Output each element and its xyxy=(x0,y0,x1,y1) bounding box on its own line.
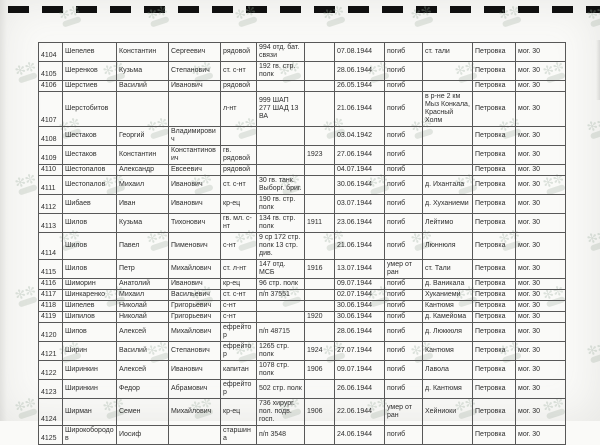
id-cell: 4116 xyxy=(39,279,63,290)
id-cell: 4120 xyxy=(39,323,63,342)
rank-cell: рядовой xyxy=(221,81,257,92)
patronymic-cell: Михайлович xyxy=(169,323,221,342)
surname-cell: Шипелев xyxy=(63,301,117,312)
rank-cell: ст. с-нт xyxy=(221,176,257,195)
status-cell: погиб xyxy=(385,279,423,290)
id-cell: 4105 xyxy=(39,62,63,81)
rank-cell: ст. с-нт xyxy=(221,290,257,301)
status-cell: погиб xyxy=(385,165,423,176)
patronymic-cell: Иванович xyxy=(169,195,221,214)
birth-year-cell: 1906 xyxy=(305,399,335,426)
status-cell: погиб xyxy=(385,176,423,195)
photo-edge-shadow-left xyxy=(0,0,7,421)
rank-cell: рядовой xyxy=(221,165,257,176)
id-cell: 4109 xyxy=(39,146,63,165)
death-place-cell xyxy=(423,146,473,165)
id-cell: 4106 xyxy=(39,81,63,92)
death-place-cell xyxy=(423,81,473,92)
grave-cell: мог. 30 xyxy=(516,176,566,195)
grave-cell: мог. 30 xyxy=(516,214,566,233)
table-row xyxy=(39,214,566,233)
first-name-cell: Василий xyxy=(117,81,169,92)
death-date-cell: 30.06.1944 xyxy=(335,176,385,195)
death-date-cell: 03.04.1942 xyxy=(335,127,385,146)
burial-place-cell: Петровка xyxy=(473,214,516,233)
surname-cell: Шеренков xyxy=(63,62,117,81)
unit-cell: 192 гв. стр. полк xyxy=(257,62,305,81)
surname-cell: Шилов xyxy=(63,214,117,233)
first-name-cell: Петр xyxy=(117,260,169,279)
patronymic-cell: Абрамович xyxy=(169,380,221,399)
id-cell: 4124 xyxy=(39,399,63,426)
table-row xyxy=(39,323,566,342)
surname-cell: Шинкаренко xyxy=(63,290,117,301)
death-place-cell xyxy=(423,127,473,146)
rank-cell: с-нт xyxy=(221,233,257,260)
status-cell: погиб xyxy=(385,127,423,146)
rank-cell: ефрейтор xyxy=(221,323,257,342)
birth-year-cell xyxy=(305,43,335,62)
birth-year-cell xyxy=(305,92,335,127)
patronymic-cell: Иванович xyxy=(169,279,221,290)
watermark xyxy=(583,341,600,374)
unit-cell: 736 хирург. пол. подв. госп. xyxy=(257,399,305,426)
surname-cell: Шиморин xyxy=(63,279,117,290)
unit-cell xyxy=(257,146,305,165)
first-name-cell: Федор xyxy=(117,380,169,399)
grave-cell: мог. 30 xyxy=(516,323,566,342)
death-place-cell: Лейтимо xyxy=(423,214,473,233)
perforation-dashes xyxy=(8,6,600,13)
id-cell: 4104 xyxy=(39,43,63,62)
burial-place-cell: Петровка xyxy=(473,43,516,62)
unit-cell xyxy=(257,165,305,176)
unit-cell: 999 ШАП 277 ШАД 13 ВА xyxy=(257,92,305,127)
death-date-cell: 27.06.1944 xyxy=(335,146,385,165)
birth-year-cell xyxy=(305,62,335,81)
death-date-cell: 23.06.1944 xyxy=(335,214,385,233)
surname-cell: Шилов xyxy=(63,260,117,279)
rank-cell xyxy=(221,127,257,146)
death-date-cell: 21.06.1944 xyxy=(335,92,385,127)
unit-cell: 147 отд. МСБ xyxy=(257,260,305,279)
unit-cell: 502 стр. полк xyxy=(257,380,305,399)
birth-year-cell: 1924 xyxy=(305,342,335,361)
death-place-cell: д. Люккюля xyxy=(423,323,473,342)
first-name-cell: Павел xyxy=(117,233,169,260)
table-row xyxy=(39,279,566,290)
birth-year-cell xyxy=(305,279,335,290)
death-date-cell: 28.06.1944 xyxy=(335,323,385,342)
table-row xyxy=(39,301,566,312)
death-date-cell: 30.06.1944 xyxy=(335,312,385,323)
death-date-cell: 02.07.1944 xyxy=(335,290,385,301)
table-row xyxy=(39,92,566,127)
patronymic-cell: Константинович xyxy=(169,146,221,165)
id-cell: 4114 xyxy=(39,233,63,260)
birth-year-cell xyxy=(305,195,335,214)
patronymic-cell xyxy=(169,92,221,127)
burial-place-cell: Петровка xyxy=(473,233,516,260)
birth-year-cell: 1916 xyxy=(305,260,335,279)
id-cell: 4123 xyxy=(39,380,63,399)
surname-cell: Шибаев xyxy=(63,195,117,214)
birth-year-cell xyxy=(305,165,335,176)
rank-cell: гв. мл. с-нт xyxy=(221,214,257,233)
burial-place-cell: Петровка xyxy=(473,165,516,176)
patronymic-cell: Иванович xyxy=(169,176,221,195)
birth-year-cell xyxy=(305,301,335,312)
grave-cell: мог. 30 xyxy=(516,43,566,62)
death-date-cell: 03.07.1944 xyxy=(335,195,385,214)
birth-year-cell xyxy=(305,127,335,146)
table-row xyxy=(39,127,566,146)
first-name-cell: Анатолий xyxy=(117,279,169,290)
patronymic-cell: Григорьевич xyxy=(169,301,221,312)
death-place-cell xyxy=(423,165,473,176)
death-date-cell: 30.06.1944 xyxy=(335,301,385,312)
grave-cell: мог. 30 xyxy=(516,195,566,214)
status-cell: погиб xyxy=(385,323,423,342)
grave-cell: мог. 30 xyxy=(516,301,566,312)
surname-cell: Ширинкин xyxy=(63,361,117,380)
death-place-cell xyxy=(423,426,473,445)
status-cell: погиб xyxy=(385,146,423,165)
status-cell: погиб xyxy=(385,195,423,214)
patronymic-cell: Пименович xyxy=(169,233,221,260)
status-cell: погиб xyxy=(385,301,423,312)
surname-cell: Шестопалов xyxy=(63,165,117,176)
burial-place-cell: Петровка xyxy=(473,312,516,323)
id-cell: 4113 xyxy=(39,214,63,233)
patronymic-cell: Михайлович xyxy=(169,399,221,426)
death-place-cell: Лавола xyxy=(423,361,473,380)
surname-cell: Широкобородов xyxy=(63,426,117,445)
table-row xyxy=(39,290,566,301)
status-cell: погиб xyxy=(385,43,423,62)
death-place-cell: Хуканиеми xyxy=(423,290,473,301)
first-name-cell xyxy=(117,92,169,127)
death-date-cell: 21.06.1944 xyxy=(335,233,385,260)
burial-place-cell: Петровка xyxy=(473,361,516,380)
death-place-cell: д. Ваникала xyxy=(423,279,473,290)
death-date-cell: 09.07.1944 xyxy=(335,279,385,290)
death-place-cell: д. Кантюмя xyxy=(423,380,473,399)
id-cell: 4107 xyxy=(39,92,63,127)
rank-cell: л-нт xyxy=(221,92,257,127)
grave-cell: мог. 30 xyxy=(516,342,566,361)
surname-cell: Шерстиев xyxy=(63,81,117,92)
id-cell: 4121 xyxy=(39,342,63,361)
birth-year-cell: 1923 xyxy=(305,146,335,165)
death-date-cell: 07.08.1944 xyxy=(335,43,385,62)
death-place-cell: ст. Тали xyxy=(423,260,473,279)
first-name-cell: Иосиф xyxy=(117,426,169,445)
table-row xyxy=(39,233,566,260)
surname-cell: Шипов xyxy=(63,323,117,342)
first-name-cell: Константин xyxy=(117,43,169,62)
rank-cell: ст. с-нт xyxy=(221,62,257,81)
unit-cell: 9 ср 172 стр. полк 13 стр. див. xyxy=(257,233,305,260)
unit-cell: 134 гв. стр. полк xyxy=(257,214,305,233)
patronymic-cell: Евсеевич xyxy=(169,165,221,176)
status-cell: погиб xyxy=(385,380,423,399)
photo-edge-shadow-right xyxy=(596,40,600,100)
table-row xyxy=(39,81,566,92)
birth-year-cell xyxy=(305,323,335,342)
patronymic-cell: Сергеевич xyxy=(169,43,221,62)
death-date-cell: 22.06.1944 xyxy=(335,399,385,426)
table-row xyxy=(39,62,566,81)
status-cell: погиб xyxy=(385,290,423,301)
id-cell: 4118 xyxy=(39,301,63,312)
status-cell: погиб xyxy=(385,312,423,323)
birth-year-cell xyxy=(305,290,335,301)
death-place-cell: Хейниоки xyxy=(423,399,473,426)
burial-place-cell: Петровка xyxy=(473,176,516,195)
first-name-cell: Иван xyxy=(117,195,169,214)
burial-place-cell: Петровка xyxy=(473,195,516,214)
burial-place-cell: Петровка xyxy=(473,279,516,290)
status-cell: погиб xyxy=(385,342,423,361)
id-cell: 4108 xyxy=(39,127,63,146)
unit-cell xyxy=(257,81,305,92)
burial-place-cell: Петровка xyxy=(473,323,516,342)
patronymic-cell: Григорьевич xyxy=(169,312,221,323)
id-cell: 4125 xyxy=(39,426,63,445)
unit-cell: п/п 37551 xyxy=(257,290,305,301)
table-row xyxy=(39,176,566,195)
burial-place-cell: Петровка xyxy=(473,92,516,127)
unit-cell: 1265 стр. полк xyxy=(257,342,305,361)
surname-cell: Ширинкин xyxy=(63,380,117,399)
unit-cell xyxy=(257,301,305,312)
unit-cell: 994 отд. бат. связи xyxy=(257,43,305,62)
unit-cell: 96 стр. полк xyxy=(257,279,305,290)
birth-year-cell xyxy=(305,380,335,399)
grave-cell: мог. 30 xyxy=(516,62,566,81)
death-date-cell: 26.06.1944 xyxy=(335,380,385,399)
grave-cell: мог. 30 xyxy=(516,279,566,290)
burial-place-cell: Петровка xyxy=(473,81,516,92)
first-name-cell: Семен xyxy=(117,399,169,426)
table-row xyxy=(39,195,566,214)
unit-cell xyxy=(257,312,305,323)
first-name-cell: Николай xyxy=(117,301,169,312)
grave-cell: мог. 30 xyxy=(516,399,566,426)
rank-cell: ефрейтор xyxy=(221,380,257,399)
surname-cell: Шестаков xyxy=(63,146,117,165)
id-cell: 4111 xyxy=(39,176,63,195)
birth-year-cell: 1920 xyxy=(305,312,335,323)
rank-cell: кр-ец xyxy=(221,279,257,290)
first-name-cell: Михаил xyxy=(117,290,169,301)
surname-cell: Шепелев xyxy=(63,43,117,62)
first-name-cell: Михаил xyxy=(117,176,169,195)
status-cell: погиб xyxy=(385,233,423,260)
first-name-cell: Александр xyxy=(117,165,169,176)
burial-place-cell: Петровка xyxy=(473,342,516,361)
first-name-cell: Кузьма xyxy=(117,214,169,233)
status-cell: погиб xyxy=(385,426,423,445)
first-name-cell: Алексей xyxy=(117,323,169,342)
id-cell: 4119 xyxy=(39,312,63,323)
death-place-cell xyxy=(423,62,473,81)
table-row xyxy=(39,399,566,426)
status-cell: погиб xyxy=(385,81,423,92)
death-place-cell: д. Ихантала xyxy=(423,176,473,195)
rank-cell: кр-ец xyxy=(221,399,257,426)
death-place-cell: Кантюмя xyxy=(423,342,473,361)
status-cell: погиб xyxy=(385,62,423,81)
first-name-cell: Алексей xyxy=(117,361,169,380)
burial-place-cell: Петровка xyxy=(473,426,516,445)
patronymic-cell: Степанович xyxy=(169,342,221,361)
id-cell: 4115 xyxy=(39,260,63,279)
surname-cell: Шерстобитов xyxy=(63,92,117,127)
patronymic-cell: Тихонович xyxy=(169,214,221,233)
status-cell: умер от ран xyxy=(385,399,423,426)
birth-year-cell: 1911 xyxy=(305,214,335,233)
patronymic-cell: Михайлович xyxy=(169,260,221,279)
patronymic-cell xyxy=(169,426,221,445)
birth-year-cell xyxy=(305,81,335,92)
death-date-cell: 28.06.1944 xyxy=(335,62,385,81)
burial-place-cell: Петровка xyxy=(473,290,516,301)
burial-place-cell: Петровка xyxy=(473,301,516,312)
death-date-cell: 27.07.1944 xyxy=(335,342,385,361)
rank-cell: с-нт xyxy=(221,312,257,323)
table-row xyxy=(39,260,566,279)
birth-year-cell: 1906 xyxy=(305,361,335,380)
status-cell: умер от ран xyxy=(385,260,423,279)
first-name-cell: Василий xyxy=(117,342,169,361)
watermark xyxy=(583,117,600,150)
death-date-cell: 09.07.1944 xyxy=(335,361,385,380)
burial-place-cell: Петровка xyxy=(473,260,516,279)
surname-cell: Ширин xyxy=(63,342,117,361)
burial-place-cell: Петровка xyxy=(473,127,516,146)
unit-cell: 190 гв. стр. полк xyxy=(257,195,305,214)
grave-cell: мог. 30 xyxy=(516,361,566,380)
surname-cell: Шестаков xyxy=(63,127,117,146)
surname-cell: Шестопалов xyxy=(63,176,117,195)
death-place-cell: д. Хуханиеми xyxy=(423,195,473,214)
grave-cell: мог. 30 xyxy=(516,233,566,260)
death-place-cell: Кантюмя xyxy=(423,301,473,312)
surname-cell: Шипилов xyxy=(63,312,117,323)
burial-place-cell: Петровка xyxy=(473,146,516,165)
grave-cell: мог. 30 xyxy=(516,127,566,146)
watermark xyxy=(583,229,600,262)
status-cell: погиб xyxy=(385,92,423,127)
id-cell: 4112 xyxy=(39,195,63,214)
casualty-records-table xyxy=(38,42,566,445)
patronymic-cell: Иванович xyxy=(169,81,221,92)
patronymic-cell: Васильевич xyxy=(169,290,221,301)
surname-cell: Ширман xyxy=(63,399,117,426)
first-name-cell: Георгий xyxy=(117,127,169,146)
status-cell: погиб xyxy=(385,214,423,233)
first-name-cell: Кузьма xyxy=(117,62,169,81)
unit-cell: 30 гв. танк. Выборг. бриг. xyxy=(257,176,305,195)
grave-cell: мог. 30 xyxy=(516,81,566,92)
grave-cell: мог. 30 xyxy=(516,260,566,279)
death-date-cell: 26.05.1944 xyxy=(335,81,385,92)
table-row xyxy=(39,380,566,399)
table-row xyxy=(39,43,566,62)
birth-year-cell xyxy=(305,176,335,195)
death-date-cell: 24.06.1944 xyxy=(335,426,385,445)
rank-cell: рядовой xyxy=(221,43,257,62)
unit-cell: п/п 3548 xyxy=(257,426,305,445)
birth-year-cell xyxy=(305,233,335,260)
burial-place-cell: Петровка xyxy=(473,62,516,81)
id-cell: 4110 xyxy=(39,165,63,176)
grave-cell: мог. 30 xyxy=(516,426,566,445)
unit-cell: 1078 стр. полк xyxy=(257,361,305,380)
rank-cell: с-нт xyxy=(221,301,257,312)
surname-cell: Шилов xyxy=(63,233,117,260)
grave-cell: мог. 30 xyxy=(516,380,566,399)
table-row xyxy=(39,165,566,176)
death-place-cell: д. Камейома xyxy=(423,312,473,323)
patronymic-cell: Иванович xyxy=(169,361,221,380)
unit-cell xyxy=(257,127,305,146)
death-place-cell: ст. тали xyxy=(423,43,473,62)
first-name-cell: Константин xyxy=(117,146,169,165)
id-cell: 4122 xyxy=(39,361,63,380)
rank-cell: старшина xyxy=(221,426,257,445)
table-row xyxy=(39,342,566,361)
patronymic-cell: Степанович xyxy=(169,62,221,81)
rank-cell: гв. рядовой xyxy=(221,146,257,165)
patronymic-cell: Владимирович xyxy=(169,127,221,146)
table-row xyxy=(39,146,566,165)
rank-cell: ст. л-нт xyxy=(221,260,257,279)
rank-cell: капитан xyxy=(221,361,257,380)
rank-cell: ефрейтор xyxy=(221,342,257,361)
grave-cell: мог. 30 xyxy=(516,146,566,165)
death-place-cell: Люннюля xyxy=(423,233,473,260)
table-row xyxy=(39,426,566,445)
table-row xyxy=(39,312,566,323)
grave-cell: мог. 30 xyxy=(516,92,566,127)
death-date-cell: 04.07.1944 xyxy=(335,165,385,176)
death-place-cell: в р-не 2 км Мыз Конкала, Красный Холм xyxy=(423,92,473,127)
death-date-cell: 13.07.1944 xyxy=(335,260,385,279)
status-cell: погиб xyxy=(385,361,423,380)
unit-cell: п/п 48715 xyxy=(257,323,305,342)
burial-place-cell: Петровка xyxy=(473,380,516,399)
rank-cell: кр-ец xyxy=(221,195,257,214)
grave-cell: мог. 30 xyxy=(516,290,566,301)
id-cell: 4117 xyxy=(39,290,63,301)
birth-year-cell xyxy=(305,426,335,445)
table-row xyxy=(39,361,566,380)
grave-cell: мог. 30 xyxy=(516,312,566,323)
burial-place-cell: Петровка xyxy=(473,399,516,426)
grave-cell: мог. 30 xyxy=(516,165,566,176)
first-name-cell: Николай xyxy=(117,312,169,323)
